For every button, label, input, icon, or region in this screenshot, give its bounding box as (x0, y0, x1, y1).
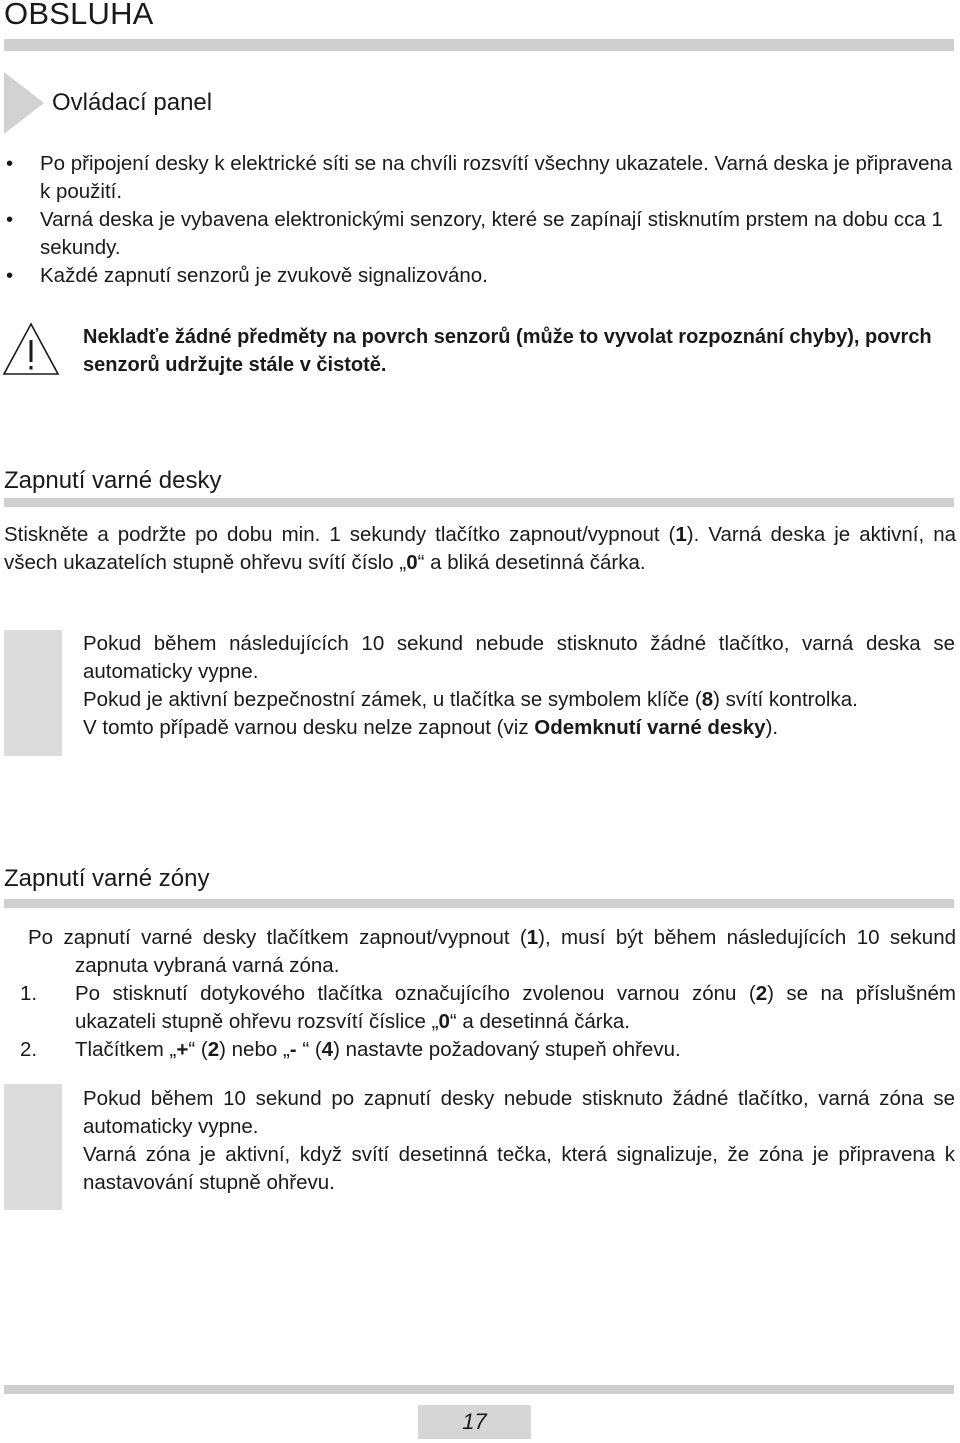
text-run: ), musí být během následujících 10 sekund zapnuta vybraná varná zóna. (75, 926, 956, 977)
bullet-icon: • (6, 208, 14, 231)
page-number: 17 (418, 1405, 531, 1439)
text-run: Po zapnutí varné desky tlačítkem zapnout/vypnout ( (28, 926, 527, 949)
text-run: “ ( (188, 1038, 208, 1061)
text-run: V tomto případě varnou desku nelze zapnout (viz (83, 716, 535, 739)
text-run: ) svítí kontrolka. (713, 688, 858, 711)
text-run: Tlačítkem „ (75, 1038, 177, 1061)
text-run: ) nebo „ (219, 1038, 290, 1061)
header-rule (4, 39, 954, 51)
list-number: 2. (20, 1038, 38, 1061)
list-item (28, 924, 956, 980)
key-number: 4 (321, 1038, 334, 1061)
note-paragraph (83, 714, 955, 742)
bullet-icon: • (6, 264, 14, 287)
note-paragraph: Pokud během následujících 10 sekund nebude stisknuto žádné tlačítko, varná deska se automaticky vypne. (83, 632, 955, 683)
list-item (20, 980, 956, 1036)
text-run: “ a bliká desetinná čárka. (417, 551, 646, 574)
bullet-text: Každé zapnutí senzorů je zvukově signalizováno. (40, 264, 488, 287)
warning-icon (2, 322, 60, 376)
footer-rule (4, 1385, 954, 1394)
list-item (4, 206, 959, 262)
section2-list (20, 924, 956, 1064)
section-title-zone: Zapnutí varné zóny (4, 865, 210, 892)
section2-note (83, 1085, 955, 1197)
section1-paragraph (4, 521, 956, 577)
bullet-icon: • (6, 152, 14, 175)
display-digit: 0 (406, 551, 418, 574)
minus-symbol: - (289, 1038, 303, 1061)
display-digit: 0 (438, 1010, 450, 1033)
section-title-desk: Zapnutí varné desky (4, 467, 222, 494)
list-item (4, 262, 959, 290)
text-run: “ a desetinná čárka. (449, 1010, 630, 1033)
list-item (4, 150, 959, 206)
page-title: OBSLUHA (4, 0, 154, 31)
key-number: 8 (701, 688, 714, 711)
text-run: ). Varná deska je aktivní, na všech ukazatelích stupně ohřevu svítí číslo „ (4, 523, 956, 574)
list-item (20, 1036, 956, 1064)
bullet-text: Po připojení desky k elektrické síti se na chvíli rozsvítí všechny ukazatele. Varná deska je připravena k použití. (40, 152, 953, 203)
text-run: “ ( (302, 1038, 322, 1061)
section-rule (4, 899, 954, 908)
note-marker (4, 1084, 62, 1210)
key-number: 1 (526, 926, 539, 949)
note-paragraph: Pokud během 10 sekund po zapnutí desky nebude stisknuto žádné tlačítko, varná zóna se automaticky vypne. (83, 1087, 955, 1138)
text-run: Stiskněte a podržte po dobu min. 1 sekundy tlačítko zapnout/vypnout ( (4, 523, 676, 546)
text-run: Pokud je aktivní bezpečnostní zámek, u tlačítka se symbolem klíče ( (83, 688, 702, 711)
text-run: ) nastavte požadovaný stupeň ohřevu. (333, 1038, 681, 1061)
warning-text: Nekladťe žádné předměty na povrch senzorů (může to vyvolat rozpoznání chyby), povrch senzorů udržujte stále v čistotě. (83, 326, 932, 376)
note-paragraph: Varná zóna je aktivní, když svítí desetinná tečka, která signalizuje, že zóna je připravena k nastavování stupně ohřevu. (83, 1143, 955, 1194)
section-triangle-icon (4, 72, 44, 134)
text-run: ) se na příslušném ukazateli stupně ohřevu rozsvítí číslice „ (75, 982, 956, 1033)
list-number: 1. (20, 982, 38, 1005)
plus-symbol: + (176, 1038, 189, 1061)
section-rule (4, 498, 954, 507)
section1-note (83, 630, 955, 742)
text-run: ). (765, 716, 779, 739)
key-number: 2 (207, 1038, 220, 1061)
text-run: Po stisknutí dotykového tlačítka označujícího zvolenou varnou zónu ( (75, 982, 756, 1005)
cross-reference: Odemknutí varné desky (534, 716, 766, 739)
panel-title: Ovládací panel (52, 89, 213, 116)
key-number: 1 (675, 523, 687, 546)
key-number: 2 (755, 982, 768, 1005)
panel-bullet-list (4, 150, 959, 290)
note-marker (4, 630, 62, 756)
bullet-text: Varná deska je vybavena elektronickými senzory, které se zapínají stisknutím prstem na dobu cca 1 sekundy. (40, 208, 943, 259)
note-paragraph (83, 686, 955, 714)
